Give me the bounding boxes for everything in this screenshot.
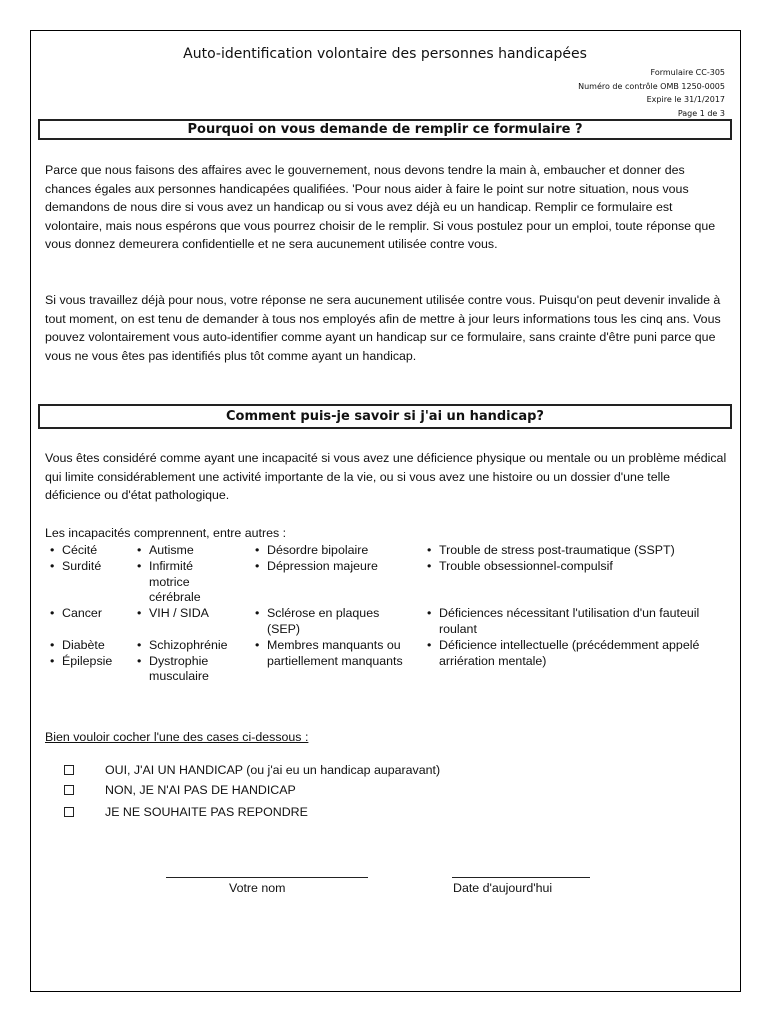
list-item: • Désordre bipolaire [252,543,412,559]
list-item: • Dystrophie musculaire [134,654,231,686]
list-item: • Schizophrénie [134,638,246,654]
checkbox-no[interactable] [64,785,74,795]
list-item: • Épilepsie [47,654,135,670]
form-title: Auto-identification volontaire des personnes handicapées [183,46,587,62]
checkbox-label-yes: OUI, J'AI UN HANDICAP (ou j'ai eu un handicap auparavant) [105,763,441,777]
expiry-date: Expire le 31/1/2017 [646,95,725,104]
checkbox-option-yes[interactable] [64,763,440,777]
date-signature-line[interactable] [452,877,590,878]
checkbox-yes[interactable] [64,765,74,775]
why-paragraph-2: Si vous travaillez déjà pour nous, votre réponse ne sera aucunement utilisée contre vous. Puisqu'on peut devenir invalide à tout moment, on est tenu de demander à tous nos employés afin de mettre à jour leurs informations tous les cinq ans. Vous pouvez volontairement vous auto-identifier comme ayant un handicap sur ce formulaire, sans crainte d'être puni parce que vous ne vous êtes pas identifiés plus tôt comme ayant un handicap. [45,293,721,363]
form-meta [578,66,725,120]
disability-column-2 [134,543,246,685]
page-number: Page 1 de 3 [677,108,725,118]
checkbox-label-decline: JE NE SOUHAITE PAS REPONDRE [105,805,308,819]
list-item: • Sclérose en plaques (SEP) [252,606,402,638]
why-paragraph-1: Parce que nous faisons des affaires avec le gouvernement, nous devons tendre la main à, embaucher et donner des chances égales aux personnes handicapées qualifiées. 'Pour nous aider à faire le point sur notre situation, nous vous demandons de nous dire si vous avez un handicap ou si vous avez déjà eu un handicap. Remplir ce formulaire est volontaire, mais nous espérons que vous pourrez choisir de le remplir. Si vous postulez pour un emploi, toute réponse que vous donnez demeurera confidentielle et ne sera aucunement utilisée contre vous. [45,163,716,251]
disability-column-1 [47,543,135,669]
list-item: • Trouble obsessionnel-compulsif [424,559,724,575]
list-item: • Cécité [47,543,135,559]
checkbox-option-decline[interactable] [64,805,308,819]
form-number: Formulaire CC-305 [650,68,725,77]
list-item: • Autisme [134,543,246,559]
section-heading-how: Comment puis-je savoir si j'ai un handicap? [38,404,732,429]
disability-column-4 [424,543,724,669]
disability-column-3 [252,543,412,669]
list-item: • Cancer [47,606,135,622]
name-signature-line[interactable] [166,877,368,878]
checkbox-instruction: Bien vouloir cocher l'une des cases ci-dessous : [45,730,309,744]
list-item: • Trouble de stress post-traumatique (SSPT) [424,543,724,559]
checkbox-label-no: NON, JE N'AI PAS DE HANDICAP [105,783,296,797]
list-intro: Les incapacités comprennent, entre autres : [45,526,287,540]
name-label: Votre nom [229,881,286,895]
date-label: Date d'aujourd'hui [453,881,553,895]
list-item: • Déficience intellectuelle (précédemment appelé arriération mentale) [424,638,701,670]
omb-number: Numéro de contrôle OMB 1250-0005 [578,81,725,91]
checkbox-option-no[interactable] [64,783,296,797]
list-item: • Membres manquants ou partiellement manquants [252,638,407,670]
list-item: • Diabète [47,638,135,654]
list-item: • Dépression majeure [252,559,412,575]
list-item: • Déficiences nécessitant l'utilisation d'un fauteuil roulant [424,606,701,638]
list-item: • Infirmité motrice cérébrale [134,559,221,606]
checkbox-decline[interactable] [64,807,74,817]
list-item: • VIH / SIDA [134,606,246,622]
how-paragraph: Vous êtes considéré comme ayant une incapacité si vous avez une déficience physique ou mentale ou un problème médical qui limite considérablement une activité importante de la vie, ou si vous avez une histoire ou un dossier d'une telle déficience ou d'état pathologique. [45,451,727,502]
list-item: • Surdité [47,559,135,575]
section-heading-why: Pourquoi on vous demande de remplir ce formulaire ? [38,119,732,140]
